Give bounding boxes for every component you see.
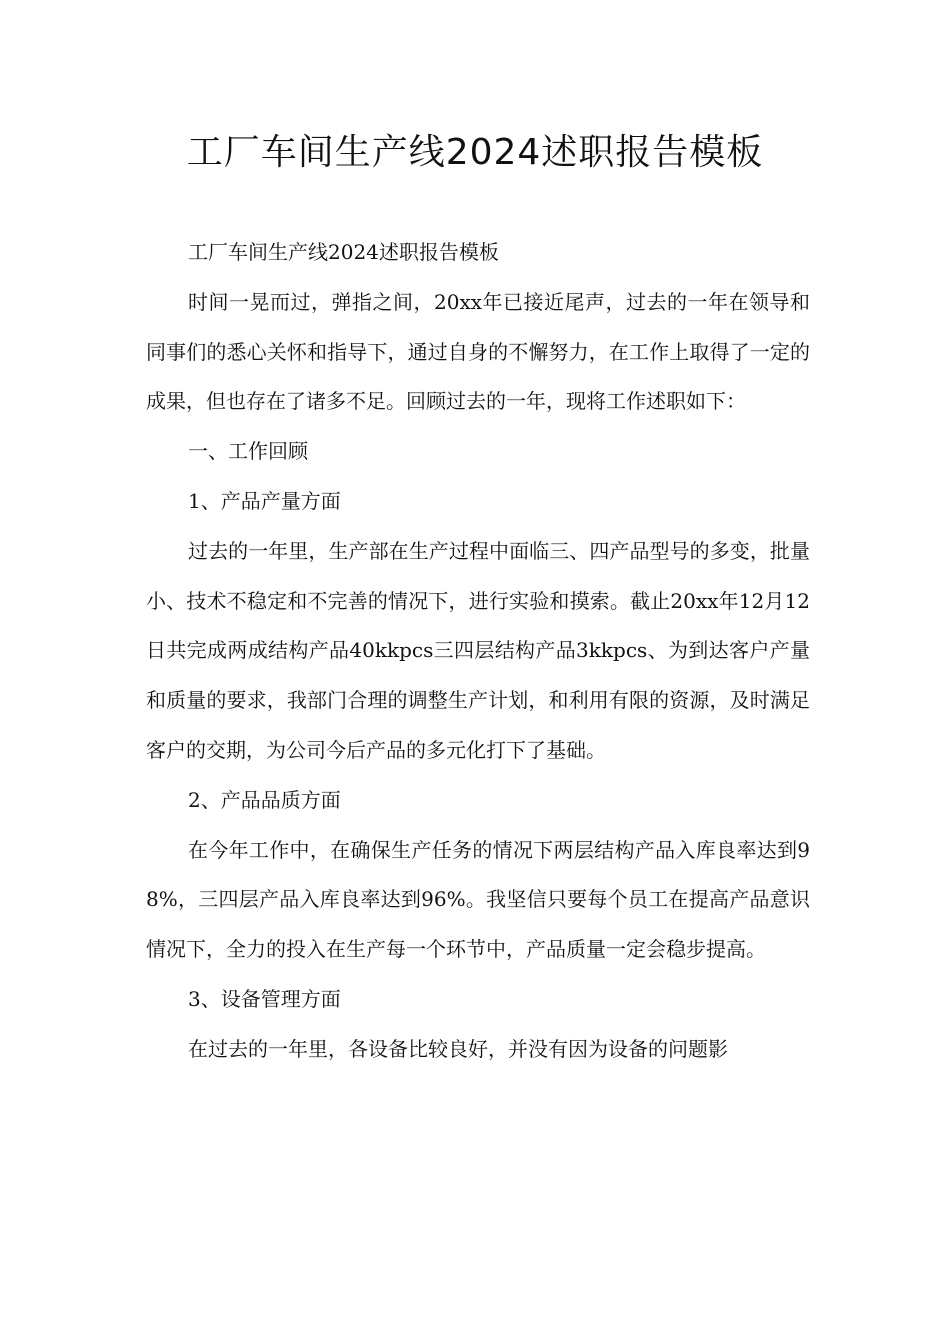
paragraph-intro: 时间一晃而过，弹指之间，20xx年已接近尾声，过去的一年在领导和同事们的悉心关怀和指导下，通过自身的不懈努力，在工作上取得了一定的成果，但也存在了诸多不足。回顾过去的一年，现将工作述职如下： [146,289,810,414]
document-title: 工厂车间生产线2024述职报告模板 [186,132,764,173]
paragraph-output: 过去的一年里，生产部在生产过程中面临三、四产品型号的多变，批量小、技术不稳定和不完善的情况下，进行实验和摸索。截止20xx年12月12日共完成两成结构产品40kkpcs三四层结构产品3kkpcs、为到达客户产量和质量的要求，我部门合理的调整生产计划，和利用有限的资源，及时满足客户的交期，为公司今后产品的多元化打下了基础。 [146,538,810,762]
document-body [146,228,810,1075]
subsection-heading-equipment: 3、设备管理方面 [188,986,341,1011]
paragraph-subtitle: 工厂车间生产线2024述职报告模板 [188,240,499,264]
section-heading-work-review: 一、工作回顾 [188,439,308,464]
paragraph-equipment: 在过去的一年里，各设备比较良好，并没有因为设备的问题影 [188,1036,728,1061]
subsection-heading-output: 1、产品产量方面 [188,488,341,513]
paragraph-quality: 在今年工作中，在确保生产任务的情况下两层结构产品入库良率达到98%，三四层产品入库良率达到96%。我坚信只要每个员工在提高产品意识情况下，全力的投入在生产每一个环节中，产品质量一定会稳步提高。 [146,837,810,962]
subsection-heading-quality: 2、产品品质方面 [188,787,341,812]
